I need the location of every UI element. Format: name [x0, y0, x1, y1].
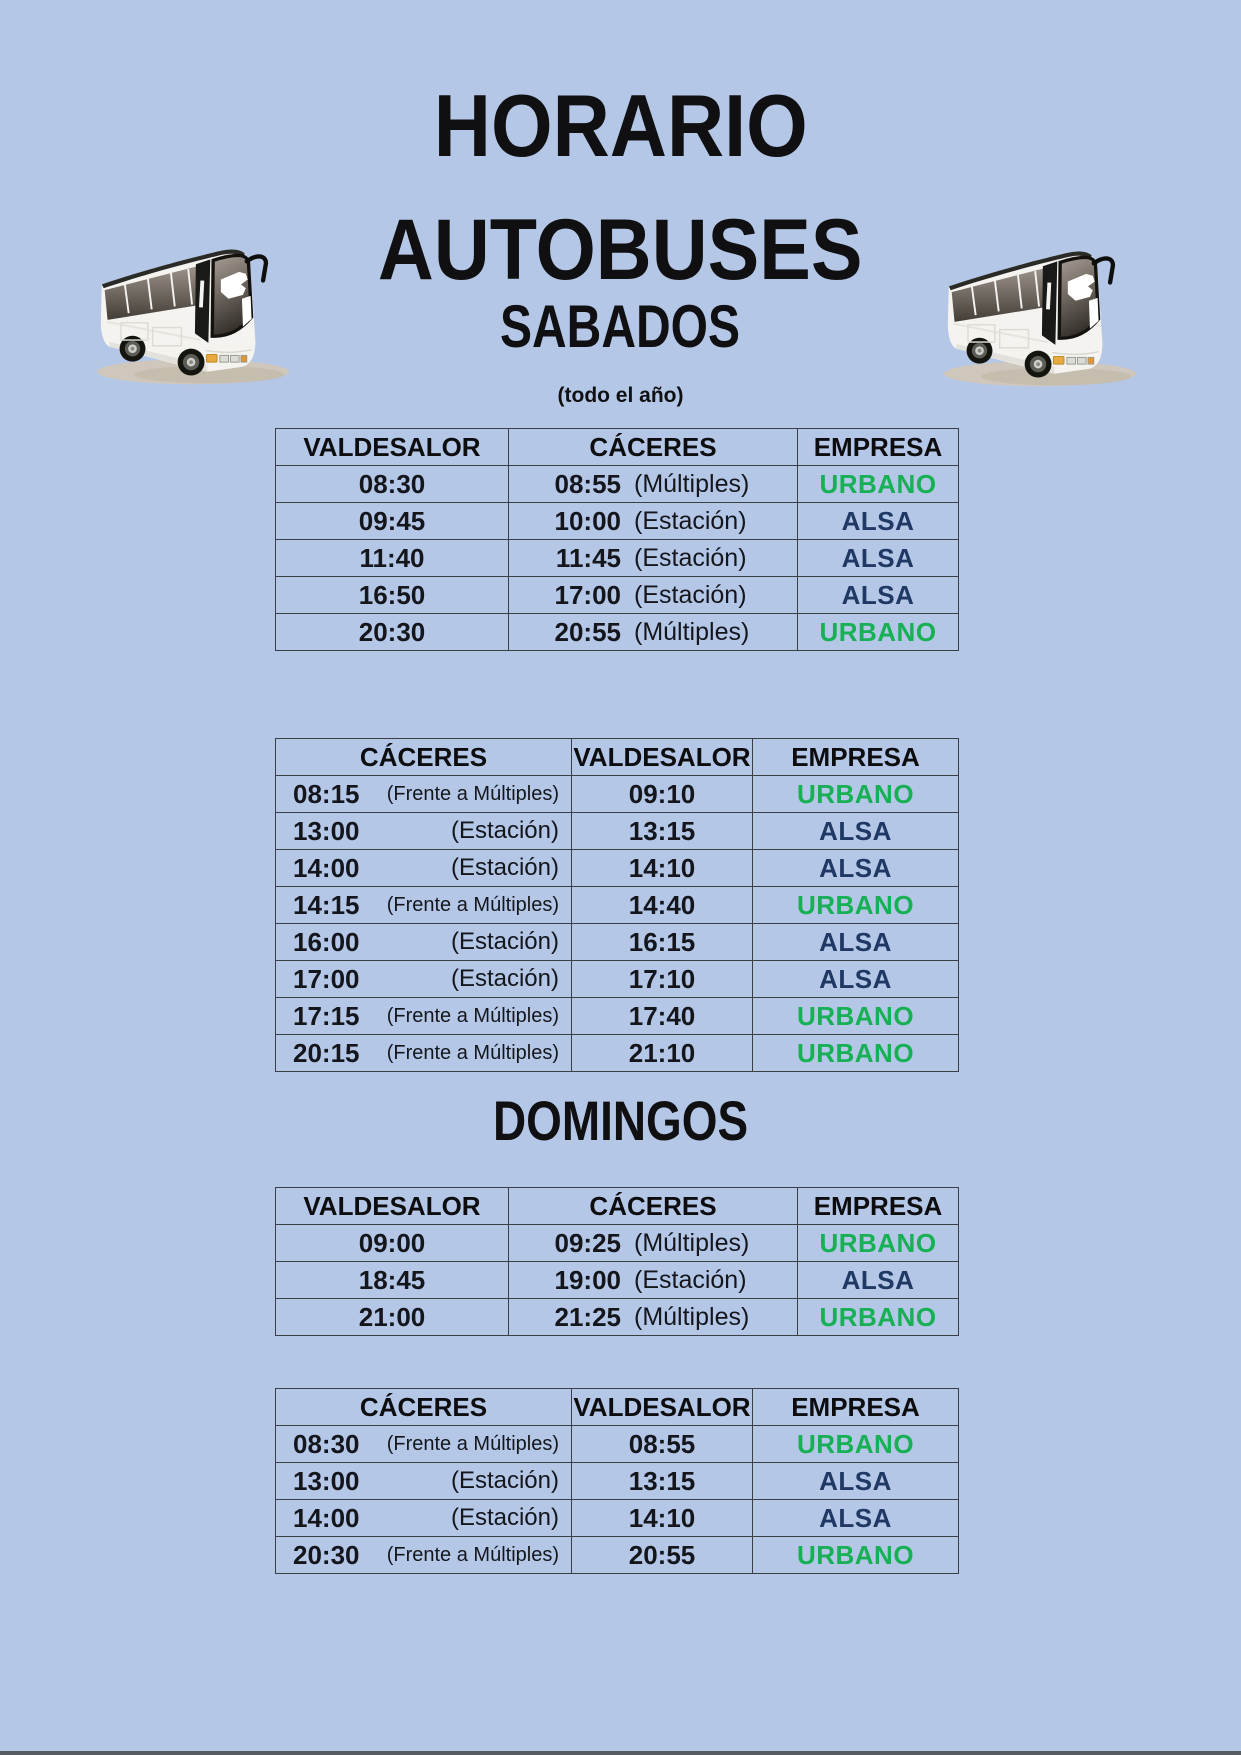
empresa-name: URBANO [819, 616, 937, 647]
arrival-cell [572, 924, 753, 961]
sunday-section-title-text: DOMINGOS [492, 1089, 749, 1152]
empresa-cell [798, 540, 959, 577]
arrival-time: 20:55 [628, 1539, 696, 1570]
departure-time: 08:30 [358, 468, 426, 499]
departure-time: 20:30 [358, 616, 426, 647]
arrival-time-and-stop [509, 469, 797, 500]
arrival-cell [509, 577, 798, 614]
arrival-time: 14:40 [628, 889, 696, 920]
empresa-cell [798, 1299, 959, 1336]
saturday-section-title-text: SABADOS [500, 293, 741, 360]
page-bottom-edge [0, 1751, 1241, 1755]
arrival-stop: (Múltiples) [634, 617, 750, 646]
arrival-cell [509, 1225, 798, 1262]
departure-time: 18:45 [358, 1264, 426, 1295]
arrival-cell [572, 887, 753, 924]
arrival-time: 13:15 [628, 1465, 696, 1496]
arrival-time: 21:10 [628, 1037, 696, 1068]
arrival-time: 10:00 [554, 505, 621, 536]
column-header: CÁCERES [276, 739, 572, 776]
departure-time-and-stop [276, 964, 571, 995]
schedule-row [276, 1262, 959, 1299]
empresa-cell [798, 577, 959, 614]
schedule-row [276, 776, 959, 813]
departure-cell [276, 1537, 572, 1574]
schedule-row [276, 466, 959, 503]
schedule-row [276, 887, 959, 924]
arrival-time: 13:15 [628, 815, 696, 846]
departure-time-and-stop [276, 1466, 571, 1497]
arrival-time: 08:55 [554, 468, 621, 499]
column-header: VALDESALOR [572, 1389, 753, 1426]
schedule-row [276, 961, 959, 998]
empresa-name: ALSA [819, 852, 892, 883]
empresa-name: ALSA [819, 1502, 892, 1533]
departure-cell [276, 503, 509, 540]
arrival-time-and-stop [509, 506, 797, 537]
empresa-name: URBANO [796, 889, 915, 920]
departure-stop: (Estación) [450, 1504, 559, 1531]
arrival-time: 19:00 [554, 1264, 621, 1295]
departure-time-and-stop [276, 1540, 571, 1571]
departure-stop: (Estación) [450, 854, 559, 881]
arrival-cell [509, 540, 798, 577]
table-body [276, 776, 959, 1072]
departure-cell [276, 924, 572, 961]
empresa-name: URBANO [796, 1037, 915, 1068]
departure-time: 13:00 [293, 815, 360, 846]
column-header: VALDESALOR [276, 1188, 509, 1225]
arrival-time-and-stop [509, 580, 797, 611]
arrival-time: 11:45 [555, 542, 621, 573]
column-header: CÁCERES [276, 1389, 572, 1426]
departure-cell [276, 887, 572, 924]
departure-time: 14:00 [293, 1502, 360, 1533]
departure-time: 11:40 [359, 542, 425, 573]
arrival-time: 17:00 [554, 579, 621, 610]
empresa-name: ALSA [819, 1465, 892, 1496]
header-row [276, 1188, 959, 1225]
arrival-cell [572, 1500, 753, 1537]
arrival-cell [572, 998, 753, 1035]
arrival-time: 09:10 [628, 778, 696, 809]
sunday-valdesalor-to-caceres-table [275, 1187, 959, 1336]
empresa-name: ALSA [819, 963, 892, 994]
arrival-time: 17:10 [628, 963, 696, 994]
column-header: VALDESALOR [276, 429, 509, 466]
arrival-time-and-stop [509, 543, 797, 574]
departure-time: 09:45 [358, 505, 426, 536]
departure-cell [276, 813, 572, 850]
sunday-caceres-to-valdesalor-table [275, 1388, 959, 1574]
arrival-stop: (Estación) [634, 1265, 747, 1294]
arrival-cell [572, 1463, 753, 1500]
empresa-cell [753, 1500, 959, 1537]
arrival-time: 09:25 [554, 1227, 621, 1258]
departure-cell [276, 1225, 509, 1262]
arrival-cell [572, 1426, 753, 1463]
column-header: EMPRESA [753, 739, 959, 776]
departure-cell [276, 1262, 509, 1299]
departure-time-and-stop [276, 1503, 571, 1534]
column-header: EMPRESA [798, 429, 959, 466]
arrival-stop: (Estación) [634, 580, 747, 609]
arrival-cell [509, 466, 798, 503]
arrival-stop: (Múltiples) [634, 1228, 750, 1257]
arrival-time-and-stop [509, 1265, 797, 1296]
arrival-cell [572, 1035, 753, 1072]
page-title-line2-text: AUTOBUSES [378, 202, 863, 298]
arrival-time: 20:55 [554, 616, 621, 647]
departure-stop: (Estación) [450, 928, 559, 955]
arrival-cell [572, 1537, 753, 1574]
departure-stop: (Frente a Múltiples) [386, 782, 559, 805]
table-body [276, 466, 959, 651]
departure-time: 13:00 [293, 1465, 360, 1496]
table-header [276, 1389, 959, 1426]
departure-time-and-stop [276, 779, 571, 810]
departure-time-and-stop [276, 890, 571, 921]
departure-time: 20:15 [293, 1037, 360, 1068]
saturday-section-title [0, 293, 1241, 360]
schedule-row [276, 1225, 959, 1262]
empresa-name: URBANO [819, 1301, 937, 1332]
schedule-row [276, 503, 959, 540]
arrival-cell [572, 776, 753, 813]
header-row [276, 1389, 959, 1426]
departure-time: 16:50 [358, 579, 426, 610]
schedule-row [276, 1463, 959, 1500]
departure-time-and-stop [276, 816, 571, 847]
departure-cell [276, 776, 572, 813]
departure-time-and-stop [276, 1038, 571, 1069]
empresa-cell [798, 503, 959, 540]
schedule-row [276, 850, 959, 887]
empresa-cell [798, 1262, 959, 1299]
saturday-caceres-to-valdesalor-table [275, 738, 959, 1072]
departure-cell [276, 614, 509, 651]
departure-cell [276, 540, 509, 577]
empresa-name: ALSA [819, 926, 892, 957]
all-year-note-text: (todo el año) [557, 384, 684, 407]
departure-time: 17:15 [293, 1000, 360, 1031]
schedule-row [276, 540, 959, 577]
schedule-row [276, 1426, 959, 1463]
schedule-row [276, 998, 959, 1035]
empresa-name: ALSA [841, 579, 915, 610]
departure-stop: (Estación) [450, 817, 559, 844]
arrival-cell [572, 850, 753, 887]
empresa-cell [753, 1035, 959, 1072]
empresa-name: URBANO [796, 1539, 915, 1570]
empresa-cell [753, 776, 959, 813]
arrival-cell [509, 1262, 798, 1299]
departure-cell [276, 1463, 572, 1500]
page-title-line2 [0, 202, 1241, 298]
arrival-time: 17:40 [628, 1000, 696, 1031]
arrival-cell [572, 961, 753, 998]
schedule-row [276, 813, 959, 850]
column-header: CÁCERES [509, 1188, 798, 1225]
empresa-cell [753, 813, 959, 850]
schedule-row [276, 577, 959, 614]
empresa-cell [753, 1426, 959, 1463]
departure-time-and-stop [276, 1429, 571, 1460]
schedule-row [276, 1500, 959, 1537]
empresa-name: URBANO [819, 468, 937, 499]
empresa-name: ALSA [841, 542, 915, 573]
column-header: CÁCERES [509, 429, 798, 466]
departure-stop: (Frente a Múltiples) [386, 1543, 559, 1566]
departure-stop: (Frente a Múltiples) [386, 893, 559, 916]
saturday-valdesalor-to-caceres-table [275, 428, 959, 651]
empresa-cell [753, 998, 959, 1035]
arrival-time: 21:25 [554, 1301, 621, 1332]
arrival-cell [509, 614, 798, 651]
table-header [276, 739, 959, 776]
departure-time: 16:00 [293, 926, 360, 957]
departure-cell [276, 1299, 509, 1336]
empresa-cell [753, 850, 959, 887]
empresa-cell [753, 1537, 959, 1574]
schedule-row [276, 1299, 959, 1336]
empresa-cell [798, 1225, 959, 1262]
empresa-name: URBANO [796, 1000, 915, 1031]
table-header [276, 429, 959, 466]
arrival-stop: (Estación) [634, 543, 747, 572]
schedule-row [276, 614, 959, 651]
departure-stop: (Estación) [450, 965, 559, 992]
header-row [276, 429, 959, 466]
empresa-cell [753, 924, 959, 961]
header-row [276, 739, 959, 776]
departure-stop: (Frente a Múltiples) [386, 1004, 559, 1027]
schedule-row [276, 924, 959, 961]
departure-cell [276, 998, 572, 1035]
departure-cell [276, 1035, 572, 1072]
arrival-time: 14:10 [628, 1502, 696, 1533]
empresa-cell [753, 887, 959, 924]
table-body [276, 1225, 959, 1336]
departure-cell [276, 466, 509, 503]
arrival-cell [509, 1299, 798, 1336]
arrival-time-and-stop [509, 1302, 797, 1333]
table-header [276, 1188, 959, 1225]
column-header: VALDESALOR [572, 739, 753, 776]
arrival-time: 14:10 [628, 852, 696, 883]
departure-stop: (Frente a Múltiples) [386, 1041, 559, 1064]
departure-stop: (Frente a Múltiples) [386, 1432, 559, 1455]
all-year-note [0, 384, 1241, 408]
departure-time: 20:30 [293, 1539, 360, 1570]
arrival-time: 08:55 [628, 1428, 696, 1459]
departure-time: 21:00 [358, 1301, 426, 1332]
table-body [276, 1426, 959, 1574]
departure-cell [276, 1500, 572, 1537]
arrival-time-and-stop [509, 617, 797, 648]
arrival-stop: (Múltiples) [634, 469, 750, 498]
departure-time: 14:15 [293, 889, 360, 920]
empresa-name: ALSA [841, 1264, 915, 1295]
column-header: EMPRESA [753, 1389, 959, 1426]
arrival-stop: (Múltiples) [634, 1302, 750, 1331]
page-title-line1-text: HORARIO [433, 76, 808, 175]
empresa-name: URBANO [819, 1227, 937, 1258]
empresa-name: URBANO [796, 1428, 915, 1459]
page-title-line1 [0, 76, 1241, 175]
schedule-row [276, 1035, 959, 1072]
departure-time: 08:15 [293, 778, 360, 809]
empresa-cell [798, 466, 959, 503]
departure-cell [276, 1426, 572, 1463]
arrival-time: 16:15 [628, 926, 696, 957]
empresa-name: URBANO [796, 778, 915, 809]
departure-time: 08:30 [293, 1428, 360, 1459]
empresa-name: ALSA [841, 505, 915, 536]
sunday-section-title [0, 1089, 1241, 1152]
column-header: EMPRESA [798, 1188, 959, 1225]
arrival-cell [572, 813, 753, 850]
empresa-cell [753, 961, 959, 998]
departure-time-and-stop [276, 1001, 571, 1032]
departure-cell [276, 850, 572, 887]
empresa-cell [798, 614, 959, 651]
departure-cell [276, 961, 572, 998]
empresa-name: ALSA [819, 815, 892, 846]
departure-time-and-stop [276, 853, 571, 884]
departure-time: 14:00 [293, 852, 360, 883]
departure-time: 09:00 [358, 1227, 426, 1258]
departure-stop: (Estación) [450, 1467, 559, 1494]
arrival-time-and-stop [509, 1228, 797, 1259]
arrival-stop: (Estación) [634, 506, 747, 535]
empresa-cell [753, 1463, 959, 1500]
departure-cell [276, 577, 509, 614]
departure-time: 17:00 [293, 963, 360, 994]
departure-time-and-stop [276, 927, 571, 958]
arrival-cell [509, 503, 798, 540]
schedule-row [276, 1537, 959, 1574]
